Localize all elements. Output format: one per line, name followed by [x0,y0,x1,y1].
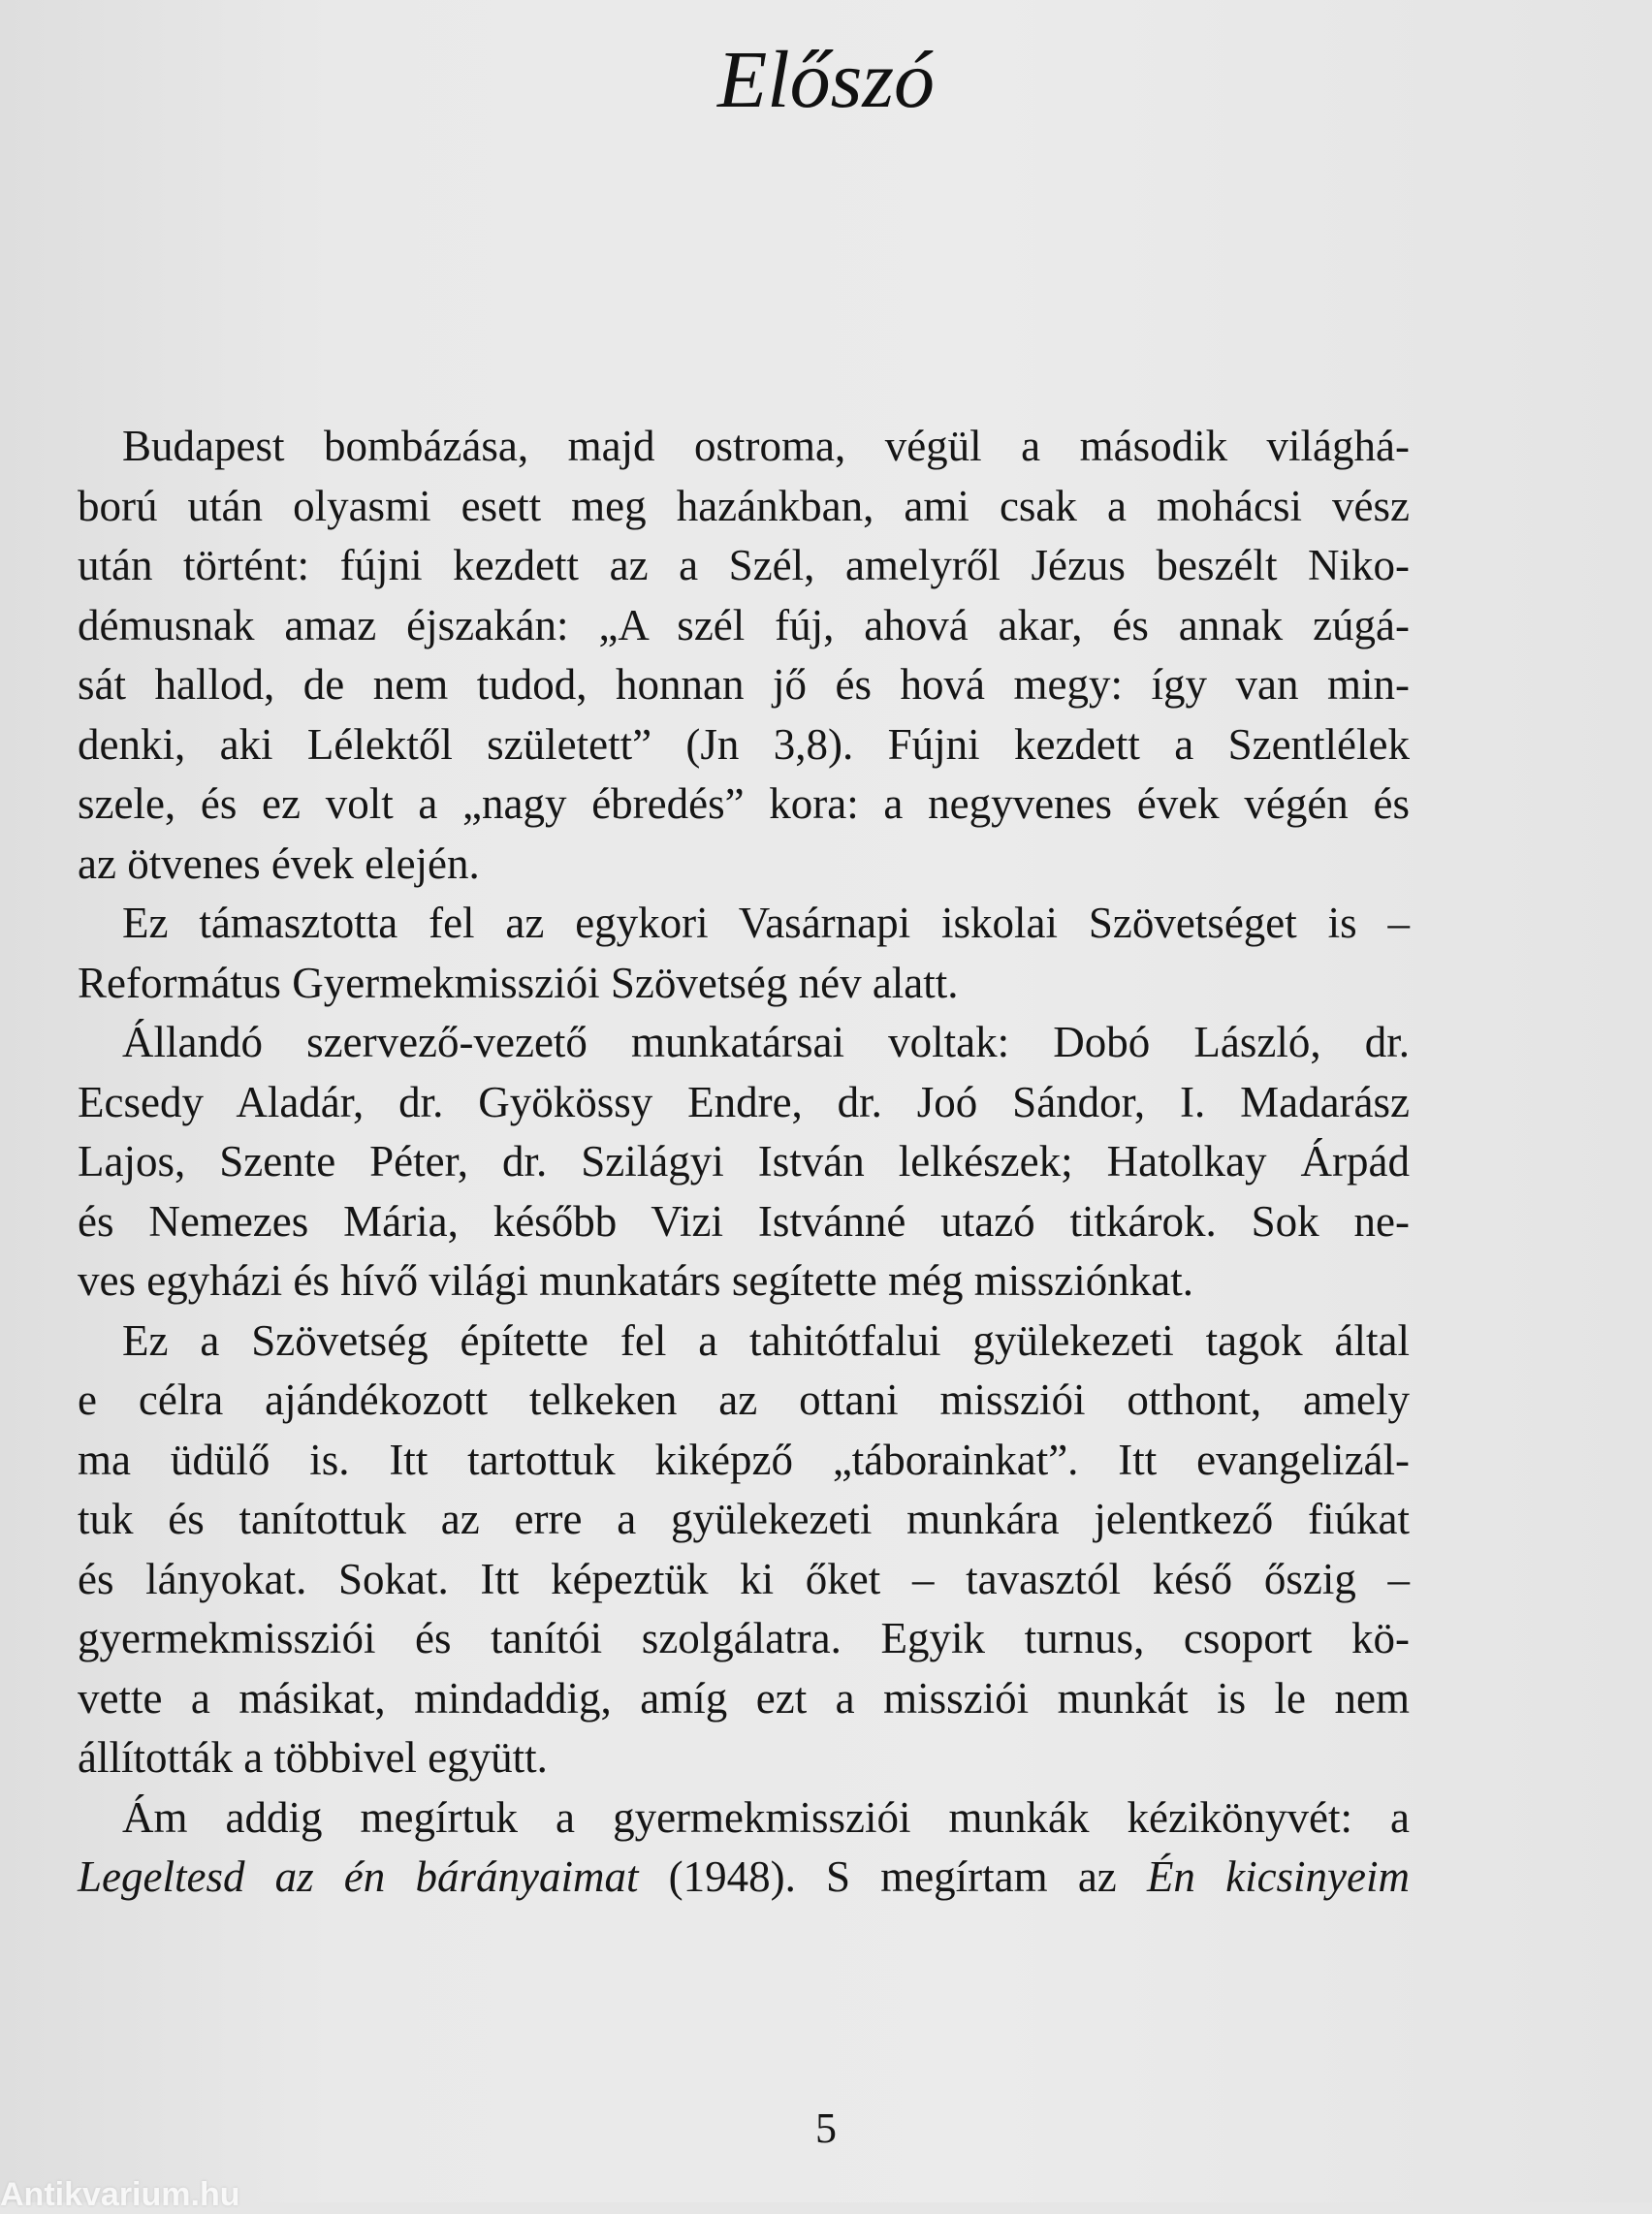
text-line: démusnak amaz éjszakán: „A szél fúj, ahová akar, és annak zúgá- [78,600,1410,649]
text-line: gyermekmissziói és tanítói szolgálatra. Egyik turnus, csoport kö- [78,1614,1410,1662]
page-number: 5 [815,2104,837,2152]
text-line: ma üdülő is. Itt tartottuk kiképző „táborainkat”. Itt evangelizál- [78,1435,1410,1484]
text-line: e célra ajándékozott telkeken az ottani missziói otthont, amely [78,1376,1410,1424]
text-line: után történt: fújni kezdett az a Szél, amelyről Jézus beszélt Niko- [78,541,1410,589]
text-line: denki, aki Lélektől született” (Jn 3,8). Fújni kezdett a Szentlélek [78,719,1410,769]
text-line: ves egyházi és hívő világi munkatárs segítette még missziónkat. [78,1256,1193,1305]
text-line: Ez támasztotta fel az egykori Vasárnapi iskolai Szövetséget is – [122,899,1410,947]
book-title-legeltesd: Legeltesd az én bárányaimat [78,1852,639,1901]
text-line: Ecsedy Aladár, dr. Gyökössy Endre, dr. Joó Sándor, I. Madarász [78,1077,1410,1126]
text-line: az ötvenes évek elején. [78,838,480,888]
text-line: Ám addig megírtuk a gyermekmissziói munkák kézikönyvét: a [122,1792,1410,1842]
final-line-middle: (1948). S megírtam az [638,1852,1147,1901]
text-line: Lajos, Szente Péter, dr. Szilágyi István lelkészek; Hatolkay Árpád [78,1137,1410,1186]
text-line: állították a többivel együtt. [78,1733,548,1782]
text-line: tuk és tanítottuk az erre a gyülekezeti munkára jelentkező fiúkat [78,1495,1410,1543]
text-line: Budapest bombázása, majd ostroma, végül a második világhá- [122,422,1410,470]
chapter-title: Előszó [716,35,936,125]
text-line-final [78,1848,1410,1908]
watermark: Antikvarium.hu [0,2176,240,2213]
text-line: Állandó szervező-vezető munkatársai voltak: Dobó László, dr. [122,1018,1410,1066]
book-title-en-kicsinyeim: Én kicsinyeim [1146,1852,1411,1901]
text-line: ború után olyasmi esett meg hazánkban, ami csak a mohácsi vész [78,481,1410,530]
text-line: szele, és ez volt a „nagy ébredés” kora: a negyvenes évek végén és [78,779,1410,828]
body-text [78,417,1410,1848]
text-line: és Nemezes Mária, később Vizi Istvánné utazó titkárok. Sok ne- [78,1196,1410,1246]
text-line: Ez a Szövetség építette fel a tahitótfalui gyülekezeti tagok által [122,1315,1410,1365]
text-line: sát hallod, de nem tudod, honnan jő és hová megy: így van min- [78,660,1410,709]
text-line: Református Gyermekmissziói Szövetség név alatt. [78,958,959,1007]
text-line: és lányokat. Sokat. Itt képeztük ki őket – tavasztól késő őszig – [78,1554,1410,1603]
text-line: vette a másikat, mindaddig, amíg ezt a missziói munkát is le nem [78,1673,1410,1723]
